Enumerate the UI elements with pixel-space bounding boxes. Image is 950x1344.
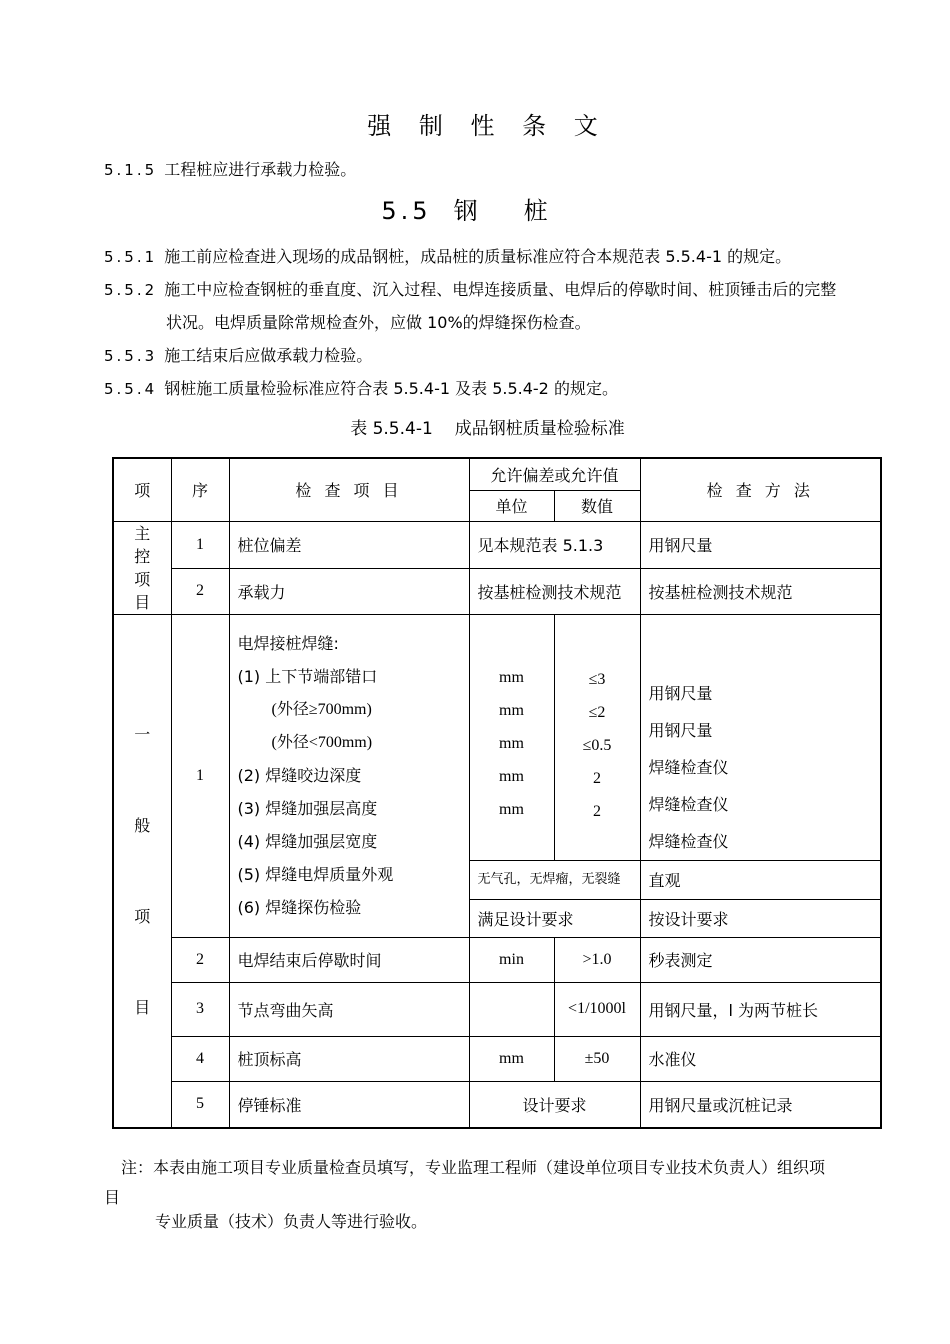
inspection-table bbox=[112, 457, 882, 1129]
tolerance-cell: 见本规范表 5.1.3 bbox=[469, 521, 640, 568]
section-title bbox=[0, 191, 950, 226]
table-number: 表 5.5.4-1 bbox=[350, 419, 433, 439]
main-control-label: 主 控 项 目 bbox=[113, 521, 171, 614]
table-row bbox=[113, 614, 881, 860]
clause-number: 5.5.3 bbox=[104, 347, 158, 365]
seq-cell: 5 bbox=[171, 1081, 229, 1128]
table-note-line1: 注：本表由施工项目专业质量检查员填写，专业监理工程师（建设单位项目专业技术负责人）组织项 bbox=[121, 1158, 826, 1177]
seq-cell: 3 bbox=[171, 982, 229, 1036]
weld-item: (5) 焊缝电焊质量外观 bbox=[237, 865, 394, 884]
method-cell: 水准仪 bbox=[640, 1036, 881, 1081]
method-stack: 用钢尺量 用钢尺量 焊缝检查仪 焊缝检查仪 焊缝检查仪 bbox=[640, 614, 881, 860]
clause-5-5-1 bbox=[104, 244, 791, 267]
table-caption bbox=[0, 414, 950, 439]
clause-number: 5.5.2 bbox=[104, 281, 158, 299]
appearance-method: 直观 bbox=[640, 860, 881, 899]
clause-text: 工程桩应进行承载力检验。 bbox=[164, 160, 357, 179]
table-note-line1-wrap: 目 bbox=[104, 1188, 121, 1207]
value-cell: ±50 bbox=[554, 1036, 640, 1081]
weld-item: (3) 焊缝加强层高度 bbox=[237, 799, 378, 818]
method-cell: 用钢尺量 bbox=[640, 521, 881, 568]
flaw-method: 按设计要求 bbox=[640, 899, 881, 937]
clause-text: 施工结束后应做承载力检验。 bbox=[164, 346, 373, 365]
weld-item: 电焊接桩焊缝: bbox=[237, 634, 339, 653]
weld-item: (1) 上下节端部错口 bbox=[237, 667, 378, 686]
method-cell: 秒表测定 bbox=[640, 937, 881, 982]
general-items-label: 一 般 项 目 bbox=[113, 614, 171, 1128]
clause-5-5-2-continued: 状况。电焊质量除常规检查外，应做 10%的焊缝探伤检查。 bbox=[166, 313, 591, 332]
tolerance-cell: 按基桩检测技术规范 bbox=[469, 568, 640, 614]
header-unit: 单位 bbox=[469, 490, 554, 521]
header-value: 数值 bbox=[554, 490, 640, 521]
weld-item: (2) 焊缝咬边深度 bbox=[237, 766, 362, 785]
section-number: 5.5 bbox=[381, 197, 432, 225]
weld-item: (6) 焊缝探伤检验 bbox=[237, 898, 362, 917]
clause-5-5-2 bbox=[104, 277, 836, 300]
method-cell: 按基桩检测技术规范 bbox=[640, 568, 881, 614]
table-row bbox=[113, 521, 881, 568]
table-header-row bbox=[113, 458, 881, 490]
table-row bbox=[113, 982, 881, 1036]
unit-cell: min bbox=[469, 937, 554, 982]
clause-text: 钢桩施工质量检验标准应符合表 5.5.4-1 及表 5.5.4-2 的规定。 bbox=[164, 379, 618, 398]
item-cell: 桩顶标高 bbox=[229, 1036, 469, 1081]
item-cell: 停锤标准 bbox=[229, 1081, 469, 1128]
clause-text: 施工中应检查钢桩的垂直度、沉入过程、电焊连接质量、电焊后的停歇时间、桩顶锤击后的完整 bbox=[164, 280, 837, 299]
item-cell: 桩位偏差 bbox=[229, 521, 469, 568]
header-category: 项 bbox=[113, 458, 171, 521]
item-cell: 电焊结束后停歇时间 bbox=[229, 937, 469, 982]
value-cell: <1/1000l bbox=[554, 982, 640, 1036]
section-name: 钢桩 bbox=[453, 197, 594, 225]
item-cell: 节点弯曲矢高 bbox=[229, 982, 469, 1036]
page-title: 强 制 性 条 文 bbox=[367, 112, 608, 140]
clause-5-1-5 bbox=[104, 157, 356, 180]
value-stack: ≤3 ≤2 ≤0.5 2 2 bbox=[554, 614, 640, 860]
clause-number: 5.5.4 bbox=[104, 380, 158, 398]
weld-item: (外径≥700mm) bbox=[271, 701, 372, 718]
weld-item: (4) 焊缝加强层宽度 bbox=[237, 832, 378, 851]
table-row bbox=[113, 937, 881, 982]
seq-cell: 2 bbox=[171, 937, 229, 982]
clause-number: 5.1.5 bbox=[104, 161, 158, 179]
seq-cell: 2 bbox=[171, 568, 229, 614]
clause-number: 5.5.1 bbox=[104, 248, 158, 266]
clause-5-5-3 bbox=[104, 343, 372, 366]
weld-item: (外径<700mm) bbox=[271, 734, 373, 751]
unit-cell bbox=[469, 982, 554, 1036]
method-cell: 用钢尺量或沉桩记录 bbox=[640, 1081, 881, 1128]
header-item: 检 查 项 目 bbox=[229, 458, 469, 521]
clause-text: 施工前应检查进入现场的成品钢桩，成品桩的质量标准应符合本规范表 5.5.4-1 的规定。 bbox=[164, 247, 792, 266]
tolerance-cell: 设计要求 bbox=[469, 1081, 640, 1128]
item-cell: 承载力 bbox=[229, 568, 469, 614]
header-method: 检 查 方 法 bbox=[640, 458, 881, 521]
weld-items-cell bbox=[229, 614, 469, 937]
table-title: 成品钢桩质量检验标准 bbox=[454, 419, 625, 439]
method-cell: 用钢尺量，l 为两节桩长 bbox=[640, 982, 881, 1036]
table-row bbox=[113, 1081, 881, 1128]
appearance-requirement: 无气孔，无焊瘤，无裂缝 bbox=[469, 860, 640, 899]
table-note-line2: 专业质量（技术）负责人等进行验收。 bbox=[155, 1212, 428, 1231]
table-row bbox=[113, 568, 881, 614]
value-cell: >1.0 bbox=[554, 937, 640, 982]
header-seq: 序 bbox=[171, 458, 229, 521]
seq-cell: 4 bbox=[171, 1036, 229, 1081]
clause-5-5-4 bbox=[104, 376, 618, 399]
unit-stack: mm mm mm mm mm bbox=[469, 614, 554, 860]
table-row bbox=[113, 1036, 881, 1081]
seq-cell: 1 bbox=[171, 614, 229, 937]
seq-cell: 1 bbox=[171, 521, 229, 568]
flaw-requirement: 满足设计要求 bbox=[469, 899, 640, 937]
unit-cell: mm bbox=[469, 1036, 554, 1081]
header-tolerance: 允许偏差或允许值 bbox=[469, 458, 640, 490]
